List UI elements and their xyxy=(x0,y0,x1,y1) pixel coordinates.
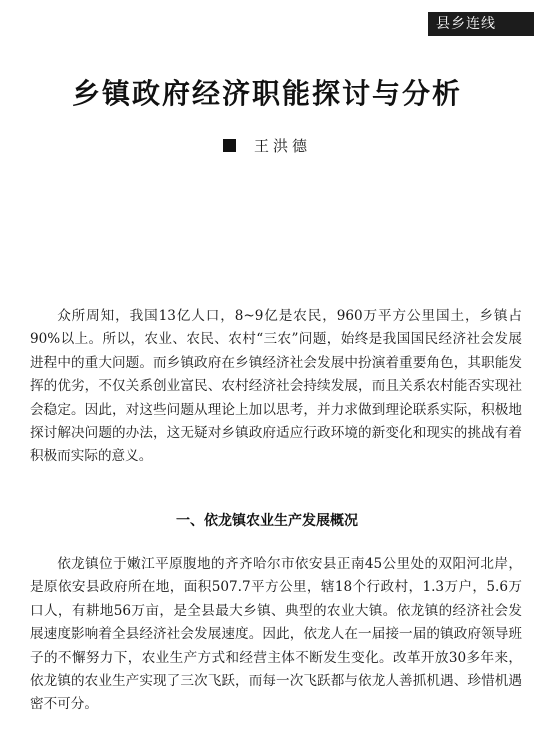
author-name: 王洪德 xyxy=(253,137,311,155)
section1-paragraph: 依龙镇位于嫩江平原腹地的齐齐哈尔市依安县正南45公里处的双阳河北岸，是原依安县政府所在地，面积507.7平方公里，辖18个行政村，1.3万户，5.6万口人，有耕地56万亩，是全县最大乡镇、典型的农业大镇。依龙镇的经济社会发展速度影响着全县经济社会发展速度。因此，依龙人在一届接一届的镇政府领导班子的不懈努力下，农业生产方式和经营主体不断发生变化。改革开放30多年来，依龙镇的农业生产实现了三次飞跃，而每一次飞跃都与依龙人善抓机遇、珍惜机遇密不可分。 xyxy=(30,556,522,713)
square-bullet-icon xyxy=(223,139,236,152)
intro-paragraph: 众所周知，我国13亿人口，8~9亿是农民，960万平方公里国土，乡镇占90%以上。所以，农业、农民、农村“三农”问题，始终是我国国民经济社会发展进程中的重大问题。而乡镇政府在乡镇经济社会发展中扮演着重要角色，其职能发挥的优劣，不仅关系创业富民、农村经济社会持续发展，而且关系农村能否实现社会稳定。因此，对这些问题从理论上加以思考，并力求做到理论联系实际，积极地探讨解决问题的办法，这无疑对乡镇政府适应行政环境的新变化和现实的挑战有着积极而实际的意义。 xyxy=(30,308,522,465)
section-heading: 一、依龙镇农业生产发展概况 xyxy=(176,513,358,529)
column-tag: 县乡连线 xyxy=(428,12,534,36)
article-title: 乡镇政府经济职能探讨与分析 xyxy=(71,77,462,110)
byline xyxy=(0,135,534,156)
